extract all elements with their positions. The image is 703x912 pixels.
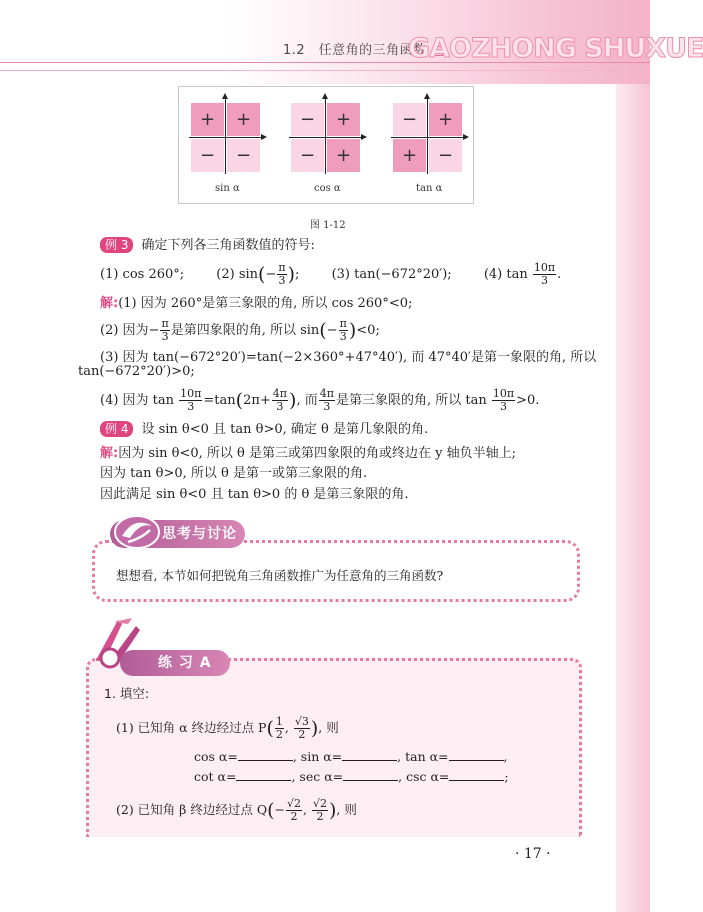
example-4-solution-2: 因为 tan θ>0, 所以 θ 是第一或第三象限的角. (100, 466, 368, 481)
running-header: 1.2 任意角的三角函数 (283, 39, 443, 58)
answer-row-2: cot α= , sec α= , csc α= ; (194, 769, 509, 784)
solution-line-1: 解:(1) 因为 260°是第三象限的角, 所以 cos 260°<0; (100, 296, 413, 311)
quadrant-1: + (429, 103, 462, 136)
blank-sin[interactable] (342, 748, 397, 761)
solution-label: 解: (100, 296, 119, 311)
blank-csc[interactable] (449, 768, 504, 781)
solution-line-4: (4) 因为 tan $\frac{10\pi}{3}$ =tan(2π+ $\frac{4\pi}{3}$ ), 而 $\frac{4\pi}{3}$ 是第三象限的角, 所以 tan $\frac{10\pi}{3}$ >0. (100, 387, 540, 413)
swirl-logo-icon (112, 508, 162, 552)
y-axis (325, 99, 326, 174)
discussion-text: 想想看, 本节如何把锐角三角函数推广为任意角的三角函数? (116, 568, 444, 583)
x-arrow-icon (361, 134, 367, 140)
example-3-items (100, 262, 561, 287)
blank-cos[interactable] (238, 748, 293, 761)
quadrant-chart-tan (393, 103, 462, 194)
example-prompt: 设 sin θ<0 且 tan θ>0, 确定 θ 是第几象限的角. (141, 422, 429, 437)
example-4-solution-1: 解:因为 sin θ<0, 所以 θ 是第三或第四象限的角或终边在 y 轴负半轴上; (100, 446, 517, 461)
solution-label: 解: (100, 446, 119, 461)
quadrant-chart-cos (291, 103, 360, 194)
quadrant-1: + (327, 103, 360, 136)
y-axis (225, 99, 226, 174)
item-3: (3) tan(−672°20′); (331, 267, 452, 282)
figure-box (178, 86, 474, 204)
quadrant-2: − (291, 103, 324, 136)
solution-line-3b: tan(−672°20′)>0; (78, 364, 195, 379)
x-arrow-icon (261, 134, 267, 140)
page-number: · 17 · (515, 846, 551, 862)
y-arrow-icon (322, 93, 328, 99)
example-4-solution-3: 因此满足 sin θ<0 且 tan θ>0 的 θ 是第三象限的角. (100, 487, 409, 502)
example-tag: 例 3 (100, 237, 133, 253)
brand-wordmark: GAOZHONG SHUXUE (408, 33, 703, 64)
quadrant-4: − (227, 139, 260, 172)
solution-line-3a: (3) 因为 tan(−672°20′)=tan(−2×360°+47°40′), 而 47°40′是第一象限的角, 所以 (100, 350, 597, 365)
x-arrow-icon (463, 134, 469, 140)
y-arrow-icon (222, 93, 228, 99)
right-margin-band (616, 84, 650, 912)
part-2-prompt: (2) 已知角 β 终边经过点 Q(− $\frac{√2}{2}$ , $\frac{√2}{2}$ ), 则 (116, 797, 357, 823)
panel-label: sin α (215, 183, 240, 194)
question-1: 1. 填空: (104, 686, 150, 701)
quadrant-3: + (393, 139, 426, 172)
header-rule-bottom (0, 70, 650, 71)
quadrant-4: + (327, 139, 360, 172)
answer-row-1: cos α= , sin α= , tan α= , (194, 749, 508, 764)
part-1-prompt: (1) 已知角 α 终边经过点 P( $\frac{1}{2}$ , $\frac{√3}{2}$ ), 则 (116, 715, 339, 741)
quadrant-3: − (191, 139, 224, 172)
quadrant-1: + (227, 103, 260, 136)
blank-sec[interactable] (343, 768, 398, 781)
example-4-heading (100, 418, 428, 437)
panel-label: cos α (314, 183, 341, 194)
blank-cot[interactable] (236, 768, 291, 781)
quadrant-2: + (191, 103, 224, 136)
quadrant-chart-sin (191, 103, 260, 194)
example-prompt: 确定下列各三角函数值的符号: (141, 238, 315, 253)
y-axis (427, 99, 428, 174)
quadrant-4: − (429, 139, 462, 172)
practice-banner: 练 习 A (120, 650, 230, 676)
example-tag: 例 4 (100, 421, 133, 437)
panel-label: tan α (416, 183, 443, 194)
blank-tan[interactable] (449, 748, 504, 761)
discussion-banner: 思考与讨论 (110, 520, 245, 548)
quadrant-2: − (393, 103, 426, 136)
quadrant-3: − (291, 139, 324, 172)
item-2: (2) sin(− $\frac{\pi}{3}$ ); (216, 261, 300, 287)
figure-caption: 图 1-12 (310, 220, 346, 231)
solution-line-2: (2) 因为− $\frac{\pi}{3}$ 是第四象限的角, 所以 sin(− $\frac{\pi}{3}$ )<0; (100, 317, 380, 343)
example-3-heading (100, 234, 315, 253)
item-4: (4) tan $\frac{10\pi}{3}$ . (483, 261, 562, 287)
y-arrow-icon (424, 93, 430, 99)
item-1: (1) cos 260°; (100, 267, 185, 282)
